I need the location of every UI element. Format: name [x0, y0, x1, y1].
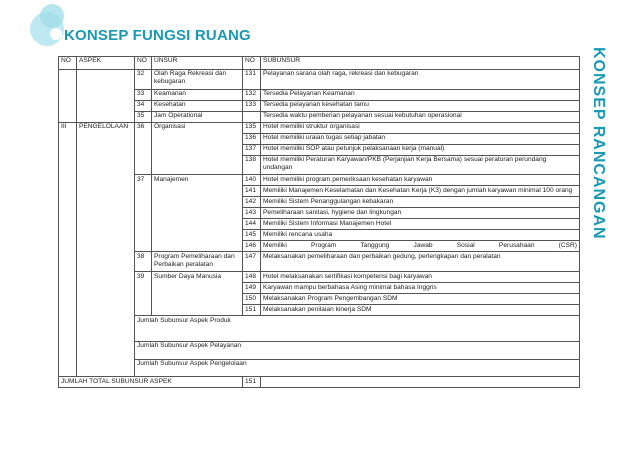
total-empty	[261, 377, 580, 388]
subunsur-cell: Hotel memiliki program pemeriksaan kesehatan karyawan	[261, 175, 580, 186]
subunsur-table	[58, 56, 580, 388]
subunsur-no-cell: 143	[243, 208, 261, 219]
unsur-no-cell: 33	[135, 89, 152, 100]
unsur-no-cell: 32	[135, 69, 152, 89]
header-cell: NO	[59, 57, 77, 70]
unsur-cell: Jam Operational	[152, 111, 243, 122]
table-row	[59, 252, 580, 272]
aspek-cell: PENGELOLAAN	[77, 122, 135, 377]
subunsur-cell: Memiliki Sistem Penanggulangan kebakaran	[261, 197, 580, 208]
table-row	[59, 272, 580, 283]
subunsur-cell: Melaksanakan pemeliharaan dan perbaikan gedung, perlengkapan dan peralatan	[261, 252, 580, 272]
header-cell: NO	[243, 57, 261, 70]
unsur-no-cell: 38	[135, 252, 152, 272]
subunsur-no-cell: 138	[243, 155, 261, 175]
total-row	[59, 316, 580, 342]
table-row	[59, 122, 580, 133]
subunsur-no-cell: 147	[243, 252, 261, 272]
unsur-no-cell: 39	[135, 272, 152, 316]
total-label: JUMLAH TOTAL SUBUNSUR ASPEK	[59, 377, 243, 388]
unsur-cell: Olah Raga Rekreasi dan kebugaran	[152, 69, 243, 89]
table-row	[59, 89, 580, 100]
table-row	[59, 175, 580, 186]
table-row	[59, 69, 580, 89]
aspek-no-cell	[59, 69, 77, 122]
unsur-no-cell: 36	[135, 122, 152, 175]
unsur-cell: Manajemen	[152, 175, 243, 252]
total-row	[59, 377, 580, 388]
subunsur-no-cell: 144	[243, 219, 261, 230]
subunsur-cell: Tersedia Pelayanan Keamanan	[261, 89, 580, 100]
decor-blob	[40, 4, 64, 28]
subunsur-no-cell: 142	[243, 197, 261, 208]
header-cell: SUBUNSUR	[261, 57, 580, 70]
subunsur-cell: Pemeliharaan sanitasi, hygiene dan lingkungan	[261, 208, 580, 219]
subunsur-cell: Memiliki Sistem Informasi Manajemen Hotel	[261, 219, 580, 230]
subunsur-cell: Pelayanan sarana olah raga, rekreasi dan kebugaran	[261, 69, 580, 89]
subunsur-no-cell: 133	[243, 100, 261, 111]
total-value: 151	[243, 377, 261, 388]
subunsur-no-cell: 151	[243, 305, 261, 316]
subunsur-no-cell: 149	[243, 283, 261, 294]
unsur-no-cell: 37	[135, 175, 152, 252]
subunsur-cell: Hotel melaksanakan sertifikasi kompetensi bagi karyawan	[261, 272, 580, 283]
table-header-row	[59, 57, 580, 70]
unsur-cell: Sumber Daya Manusia	[152, 272, 243, 316]
subunsur-no-cell: 150	[243, 294, 261, 305]
subunsur-no-cell: 137	[243, 144, 261, 155]
subunsur-no-cell: 140	[243, 175, 261, 186]
page-title: KONSEP FUNGSI RUANG	[64, 27, 251, 44]
aspek-cell	[77, 69, 135, 122]
subunsur-no-cell: 132	[243, 89, 261, 100]
subunsur-no-cell: 145	[243, 230, 261, 241]
subunsur-cell: Melaksanakan penilaian kinerja SDM	[261, 305, 580, 316]
unsur-cell: Keamanan	[152, 89, 243, 100]
unsur-no-cell: 34	[135, 100, 152, 111]
subunsur-cell: Hotel memiliki struktur organisasi	[261, 122, 580, 133]
subunsur-cell: Memiliki rencana usaha	[261, 230, 580, 241]
unsur-cell: Program Pemeliharaan dan Perbaikan peralatan	[152, 252, 243, 272]
subunsur-no-cell: 148	[243, 272, 261, 283]
subunsur-cell: Tersedia waktu pemberian pelayanan sesuai kebutuhan operasional	[261, 111, 580, 122]
table-row	[59, 111, 580, 122]
unsur-cell: Kesehatan	[152, 100, 243, 111]
header-cell: UNSUR	[152, 57, 243, 70]
subunsur-cell: Hotel memiliki Peraturan Karyawan/PKB (Perjanjian Kerja Bersama) sesuai peraturan perundang undangan	[261, 155, 580, 175]
subunsur-cell: Karyawan mampu berbahasa Asing minimal bahasa Inggris	[261, 283, 580, 294]
subunsur-no-cell: 141	[243, 186, 261, 197]
decor-blob	[50, 28, 62, 40]
subunsur-cell: Tersedia pelayanan kesehatan tamu	[261, 100, 580, 111]
header-cell: NO	[135, 57, 152, 70]
subunsur-cell: Memiliki Program Tanggung Jawab Sosial Perusahaan (CSR)	[261, 241, 580, 252]
subunsur-no-cell	[243, 111, 261, 122]
side-title: KONSEP RANCANGAN	[590, 47, 607, 240]
subunsur-cell: Memiliki Manajemen Keselamatan dan Kesehatan Kerja (K3) dengan jumlah karyawan minimal 100 orang	[261, 186, 580, 197]
subunsur-no-cell: 146	[243, 241, 261, 252]
total-label: Jumlah Subunsur Aspek Produk	[135, 316, 580, 342]
total-row	[59, 359, 580, 377]
unsur-cell: Organisasi	[152, 122, 243, 175]
unsur-no-cell: 35	[135, 111, 152, 122]
header-cell: ASPEK	[77, 57, 135, 70]
table-row	[59, 100, 580, 111]
subunsur-cell: Hotel memiliki SOP atau petunjuk pelaksanaan kerja (manual)	[261, 144, 580, 155]
subunsur-cell: Hotel memiliki uraian tugas setiap jabatan	[261, 133, 580, 144]
subunsur-no-cell: 131	[243, 69, 261, 89]
subunsur-no-cell: 136	[243, 133, 261, 144]
subunsur-cell: Melaksanakan Program Pengembangan SDM	[261, 294, 580, 305]
total-label: Jumlah Subunsur Aspek Pengelolaan	[135, 359, 580, 377]
aspek-no-cell: III	[59, 122, 77, 377]
subunsur-no-cell: 135	[243, 122, 261, 133]
total-label: Jumlah Subunsur Aspek Pelayanan	[135, 341, 580, 359]
total-row	[59, 341, 580, 359]
